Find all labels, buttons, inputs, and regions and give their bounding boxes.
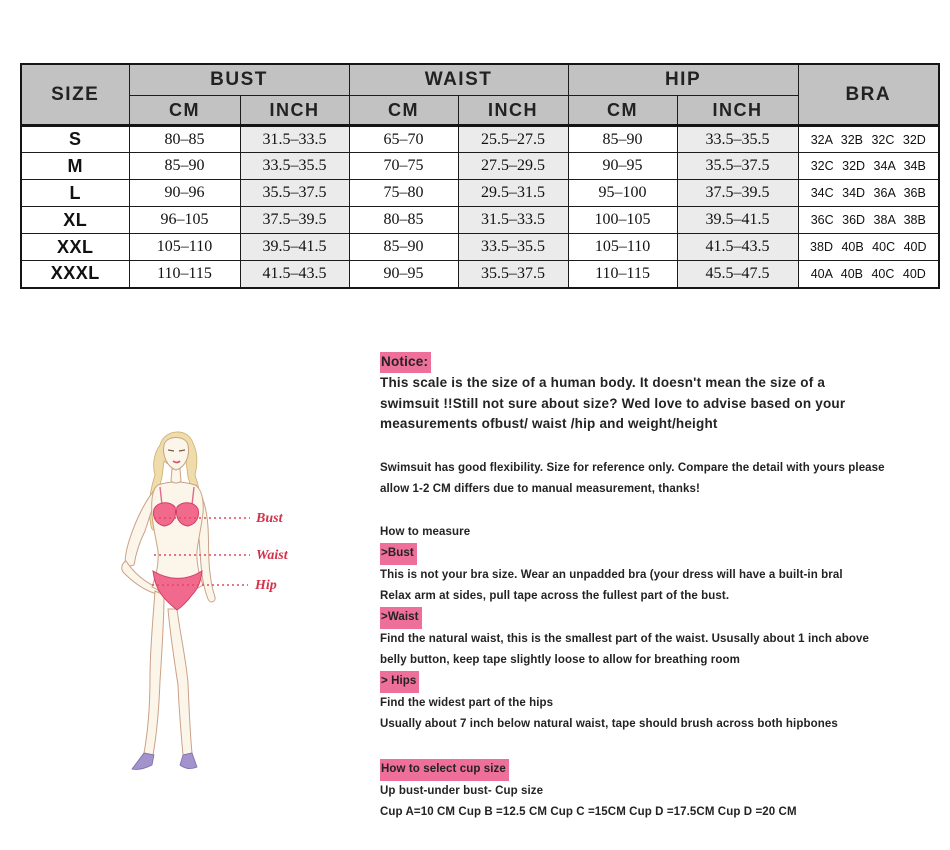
table-row-s [21, 126, 939, 153]
bust-cm-cell: 85–90 [129, 153, 240, 180]
cup-size-heading: How to select cup size [380, 759, 509, 781]
table-row-m [21, 153, 939, 180]
hip-cm-cell: 85–90 [568, 126, 677, 153]
waist-inch-cell: 33.5–35.5 [458, 234, 568, 261]
header-bra: BRA [798, 64, 939, 126]
header-size: SIZE [21, 64, 129, 126]
bust-inch-cell: 33.5–35.5 [240, 153, 349, 180]
measurement-figure [100, 423, 350, 795]
bust-cm-cell: 80–85 [129, 126, 240, 153]
size-cell: XL [21, 207, 129, 234]
hip-inch-cell: 45.5–47.5 [677, 261, 798, 288]
notice-line: measurements ofbust/ waist /hip and weight/height [380, 415, 718, 431]
table-row-l [21, 180, 939, 207]
notice-heading-line [380, 352, 942, 373]
bust-heading: >Bust [380, 543, 417, 565]
table-row-xxl [21, 234, 939, 261]
size-cell: M [21, 153, 129, 180]
bust-inch-cell: 41.5–43.5 [240, 261, 349, 288]
waist-line: Find the natural waist, this is the smallest part of the waist. Ususally about 1 inch above [380, 633, 870, 646]
figure-left-forearm [122, 561, 159, 594]
bust-inch-cell: 37.5–39.5 [240, 207, 349, 234]
notice-line: swimsuit !!Still not sure about size? Wed love to advise based on your [380, 395, 846, 411]
figure-sketch-svg [100, 423, 350, 795]
hip-inch-cell: 33.5–35.5 [677, 126, 798, 153]
waist-cm-cell: 90–95 [349, 261, 458, 288]
notice-heading: Notice: [380, 352, 431, 373]
waist-label: Waist [256, 548, 288, 563]
bra-cell: 34C 34D 36A 36B [798, 180, 939, 207]
hips-line: Usually about 7 inch below natural waist, tape should brush across both hipbones [380, 718, 838, 731]
figure-neck [171, 469, 181, 483]
hip-inch-cell: 41.5–43.5 [677, 234, 798, 261]
figure-head [164, 438, 189, 471]
size-cell: S [21, 126, 129, 153]
bra-cell: 32C 32D 34A 34B [798, 153, 939, 180]
bust-line: Relax arm at sides, pull tape across the fullest part of the bust. [380, 590, 730, 603]
figure-right-shoe [180, 753, 197, 769]
hip-cm-cell: 110–115 [568, 261, 677, 288]
header-hip-cm: CM [568, 96, 677, 126]
hip-inch-cell: 37.5–39.5 [677, 180, 798, 207]
figure-left-shoe [132, 753, 154, 770]
hips-heading-line [380, 671, 942, 693]
header-hip-inch: INCH [677, 96, 798, 126]
header-waist: WAIST [349, 64, 568, 96]
waist-cm-cell: 65–70 [349, 126, 458, 153]
bust-cm-cell: 110–115 [129, 261, 240, 288]
bust-inch-cell: 39.5–41.5 [240, 234, 349, 261]
figure-right-leg [168, 609, 192, 755]
bra-cell: 40A 40B 40C 40D [798, 261, 939, 288]
bust-heading-line [380, 543, 942, 565]
bust-cm-cell: 90–96 [129, 180, 240, 207]
waist-heading: >Waist [380, 607, 422, 629]
waist-inch-cell: 29.5–31.5 [458, 180, 568, 207]
waist-line: belly button, keep tape slightly loose to allow for breathing room [380, 654, 740, 667]
size-cell: L [21, 180, 129, 207]
flexibility-line: Swimsuit has good flexibility. Size for reference only. Compare the detail with yours please [380, 462, 885, 475]
waist-inch-cell: 27.5–29.5 [458, 153, 568, 180]
figure-bra-right-cup [176, 503, 198, 526]
waist-inch-cell: 31.5–33.5 [458, 207, 568, 234]
instructions-panel [380, 352, 942, 823]
cup-line: Cup A=10 CM Cup B =12.5 CM Cup C =15CM Cup D =17.5CM Cup D =20 CM [380, 806, 797, 819]
hip-cm-cell: 95–100 [568, 180, 677, 207]
waist-cm-cell: 75–80 [349, 180, 458, 207]
figure-bra-left-cup [153, 503, 175, 526]
bust-cm-cell: 96–105 [129, 207, 240, 234]
notice-line: This scale is the size of a human body. It doesn't mean the size of a [380, 375, 826, 391]
flexibility-line: allow 1-2 CM differs due to manual measurement, thanks! [380, 483, 700, 496]
size-chart-header [21, 64, 939, 126]
table-row-xxxl [21, 261, 939, 288]
header-waist-cm: CM [349, 96, 458, 126]
bra-cell: 36C 36D 38A 38B [798, 207, 939, 234]
bust-line: This is not your bra size. Wear an unpadded bra (your dress will have a built-in bral [380, 569, 843, 582]
waist-heading-line [380, 607, 942, 629]
waist-cm-cell: 80–85 [349, 207, 458, 234]
hip-cm-cell: 90–95 [568, 153, 677, 180]
bust-inch-cell: 31.5–33.5 [240, 126, 349, 153]
cup-heading-line [380, 759, 942, 781]
header-bust-cm: CM [129, 96, 240, 126]
figure-left-leg [144, 591, 164, 755]
hip-label: Hip [255, 578, 277, 593]
bust-label: Bust [256, 511, 283, 526]
header-bust-inch: INCH [240, 96, 349, 126]
bra-cell: 32A 32B 32C 32D [798, 126, 939, 153]
hips-heading: > Hips [380, 671, 419, 693]
waist-inch-cell: 35.5–37.5 [458, 261, 568, 288]
waist-cm-cell: 85–90 [349, 234, 458, 261]
waist-cm-cell: 70–75 [349, 153, 458, 180]
size-cell: XXXL [21, 261, 129, 288]
hip-inch-cell: 39.5–41.5 [677, 207, 798, 234]
size-chart-table [20, 63, 940, 289]
bust-inch-cell: 35.5–37.5 [240, 180, 349, 207]
hip-cm-cell: 105–110 [568, 234, 677, 261]
header-waist-inch: INCH [458, 96, 568, 126]
header-bust: BUST [129, 64, 349, 96]
how-to-measure-title: How to measure [380, 526, 471, 539]
header-hip: HIP [568, 64, 798, 96]
waist-inch-cell: 25.5–27.5 [458, 126, 568, 153]
table-row-xl [21, 207, 939, 234]
hip-cm-cell: 100–105 [568, 207, 677, 234]
bra-cell: 38D 40B 40C 40D [798, 234, 939, 261]
size-cell: XXL [21, 234, 129, 261]
bust-cm-cell: 105–110 [129, 234, 240, 261]
cup-line: Up bust-under bust- Cup size [380, 785, 544, 798]
hips-line: Find the widest part of the hips [380, 697, 554, 710]
hip-inch-cell: 35.5–37.5 [677, 153, 798, 180]
